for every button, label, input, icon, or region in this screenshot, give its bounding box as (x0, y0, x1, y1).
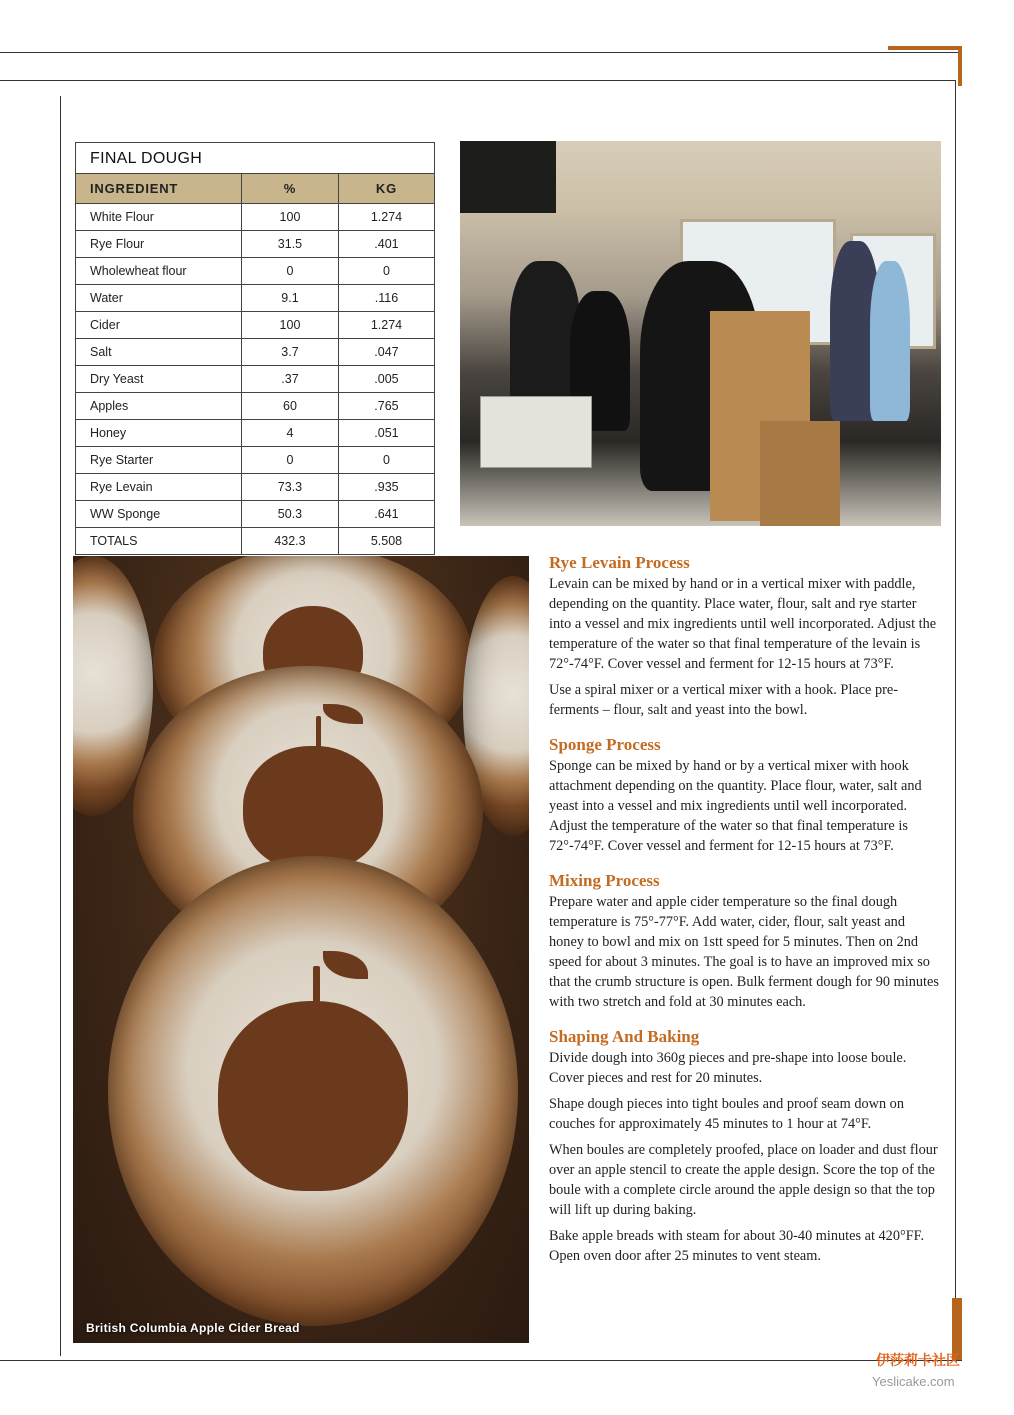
apple-stem-middle (316, 716, 321, 751)
header-percent: % (242, 174, 339, 204)
percent-cell: 0 (242, 258, 339, 285)
kg-cell: .641 (338, 501, 434, 528)
header-kg: KG (338, 174, 434, 204)
ingredient-cell: Rye Starter (76, 447, 242, 474)
percent-cell: 73.3 (242, 474, 339, 501)
top-rule-2 (0, 80, 955, 81)
ingredient-cell: WW Sponge (76, 501, 242, 528)
corner-accent-top (888, 46, 962, 86)
percent-cell: 432.3 (242, 528, 339, 555)
table-row (76, 528, 434, 555)
table-row (76, 258, 434, 285)
table-row (76, 312, 434, 339)
table-row (76, 231, 434, 258)
table-row (76, 393, 434, 420)
ingredient-cell: Apples (76, 393, 242, 420)
ingredient-cell: White Flour (76, 204, 242, 231)
table-header-row (76, 174, 434, 204)
percent-cell: 60 (242, 393, 339, 420)
section-sponge (549, 734, 939, 856)
table-row (76, 420, 434, 447)
ingredient-cell: TOTALS (76, 528, 242, 555)
table-row (76, 204, 434, 231)
kg-cell: .005 (338, 366, 434, 393)
kg-cell: 5.508 (338, 528, 434, 555)
section-heading: Shaping And Baking (549, 1027, 700, 1046)
left-margin-rule (60, 96, 61, 1356)
right-margin-rule (955, 80, 956, 1350)
section-paragraph: Prepare water and apple cider temperature so the final dough temperature is 75°-77°F. Add water, cider, flour, salt yeast and honey to bowl and mix on 1stt speed for 5 minutes. Then on 2nd speed for about 3 minutes. The goal is to have an improved mix so that the crumb structure is open. Bulk ferment dough for 90 minutes with two stretch and fold at 30 minutes each. (549, 894, 939, 1010)
ingredient-cell: Dry Yeast (76, 366, 242, 393)
kg-cell: .051 (338, 420, 434, 447)
section-paragraph: Divide dough into 360g pieces and pre-shape into loose boule. Cover pieces and rest for 20 minutes. (549, 1050, 907, 1086)
ingredient-cell: Wholewheat flour (76, 258, 242, 285)
ingredient-cell: Water (76, 285, 242, 312)
ingredient-cell: Cider (76, 312, 242, 339)
table-row (76, 501, 434, 528)
apple-stem-front (313, 966, 320, 1011)
ingredient-cell: Salt (76, 339, 242, 366)
section-heading: Rye Levain Process (549, 553, 690, 572)
table-row (76, 474, 434, 501)
section-paragraph: Shape dough pieces into tight boules and proof seam down on couches for approximately 45 minutes to 1 hour at 74°F. (549, 1096, 904, 1132)
section-shaping-baking (549, 1026, 939, 1266)
kg-cell: .116 (338, 285, 434, 312)
table-row (76, 447, 434, 474)
watermark-chinese: 伊莎莉卡社区 (876, 1352, 960, 1368)
apple-stencil-front (218, 1001, 408, 1191)
apple-stencil-middle (243, 746, 383, 871)
watermark-url[interactable]: Yeslicake.com (872, 1374, 955, 1389)
table-row (76, 366, 434, 393)
ingredient-cell: Honey (76, 420, 242, 447)
section-paragraph: When boules are completely proofed, place on loader and dust flour over an apple stencil to create the apple design. Score the top of the boule with a complete circle around the apple design so that the top will lift up during baking. (549, 1142, 938, 1218)
ingredient-cell: Rye Flour (76, 231, 242, 258)
section-paragraph: Sponge can be mixed by hand or by a vertical mixer with hook attachment depending on the quantity. Place flour, water, salt and yeast into a vessel and mix ingredients until well incorporated. Adjust the temperature of the water so that final temperature is 72°-74°F. Cover vessel and ferment for 12-15 hours at 73°F. (549, 758, 922, 854)
kg-cell: 0 (338, 258, 434, 285)
final-dough-table (75, 142, 435, 555)
photo-caption: British Columbia Apple Cider Bread (86, 1321, 300, 1335)
section-heading: Mixing Process (549, 871, 660, 890)
percent-cell: 0 (242, 447, 339, 474)
instructions-column (549, 552, 939, 1280)
apple-cider-bread-photo (73, 556, 529, 1343)
table-title: FINAL DOUGH (90, 150, 203, 167)
percent-cell: 31.5 (242, 231, 339, 258)
bakery-counter-photo (460, 141, 941, 526)
kg-cell: 0 (338, 447, 434, 474)
section-paragraph: Levain can be mixed by hand or in a vertical mixer with paddle, depending on the quantity. Place water, flour, salt and rye starter into a vessel and mix ingredients until well incorporated. Adjust the temperature of the water so that final temperature of the levain is 72°-74°F. Cover vessel and ferment for 12-15 hours at 73°F. (549, 576, 937, 672)
kg-cell: 1.274 (338, 312, 434, 339)
section-rye-levain (549, 552, 939, 720)
section-paragraph: Use a spiral mixer or a vertical mixer with a hook. Place pre-ferments – flour, salt and yeast into the bowl. (549, 682, 898, 718)
percent-cell: 100 (242, 312, 339, 339)
kg-cell: .935 (338, 474, 434, 501)
percent-cell: 100 (242, 204, 339, 231)
section-paragraph: Bake apple breads with steam for about 30-40 minutes at 420°FF. Open oven door after 25 minutes to vent steam. (549, 1228, 925, 1264)
section-heading: Sponge Process (549, 735, 661, 754)
percent-cell: 4 (242, 420, 339, 447)
kg-cell: .401 (338, 231, 434, 258)
customer-4 (870, 261, 910, 421)
percent-cell: 9.1 (242, 285, 339, 312)
chalkboard (460, 141, 556, 213)
percent-cell: .37 (242, 366, 339, 393)
table-row (76, 339, 434, 366)
percent-cell: 3.7 (242, 339, 339, 366)
bread-bag-2 (760, 421, 840, 526)
bottom-rule (0, 1360, 962, 1361)
table-row (76, 285, 434, 312)
ingredient-table (76, 173, 434, 554)
section-mixing (549, 870, 939, 1012)
kg-cell: .765 (338, 393, 434, 420)
table-body (76, 204, 434, 555)
header-ingredient: INGREDIENT (76, 174, 242, 204)
cash-register (480, 396, 592, 468)
ingredient-cell: Rye Levain (76, 474, 242, 501)
kg-cell: .047 (338, 339, 434, 366)
percent-cell: 50.3 (242, 501, 339, 528)
kg-cell: 1.274 (338, 204, 434, 231)
top-rule (0, 52, 962, 53)
